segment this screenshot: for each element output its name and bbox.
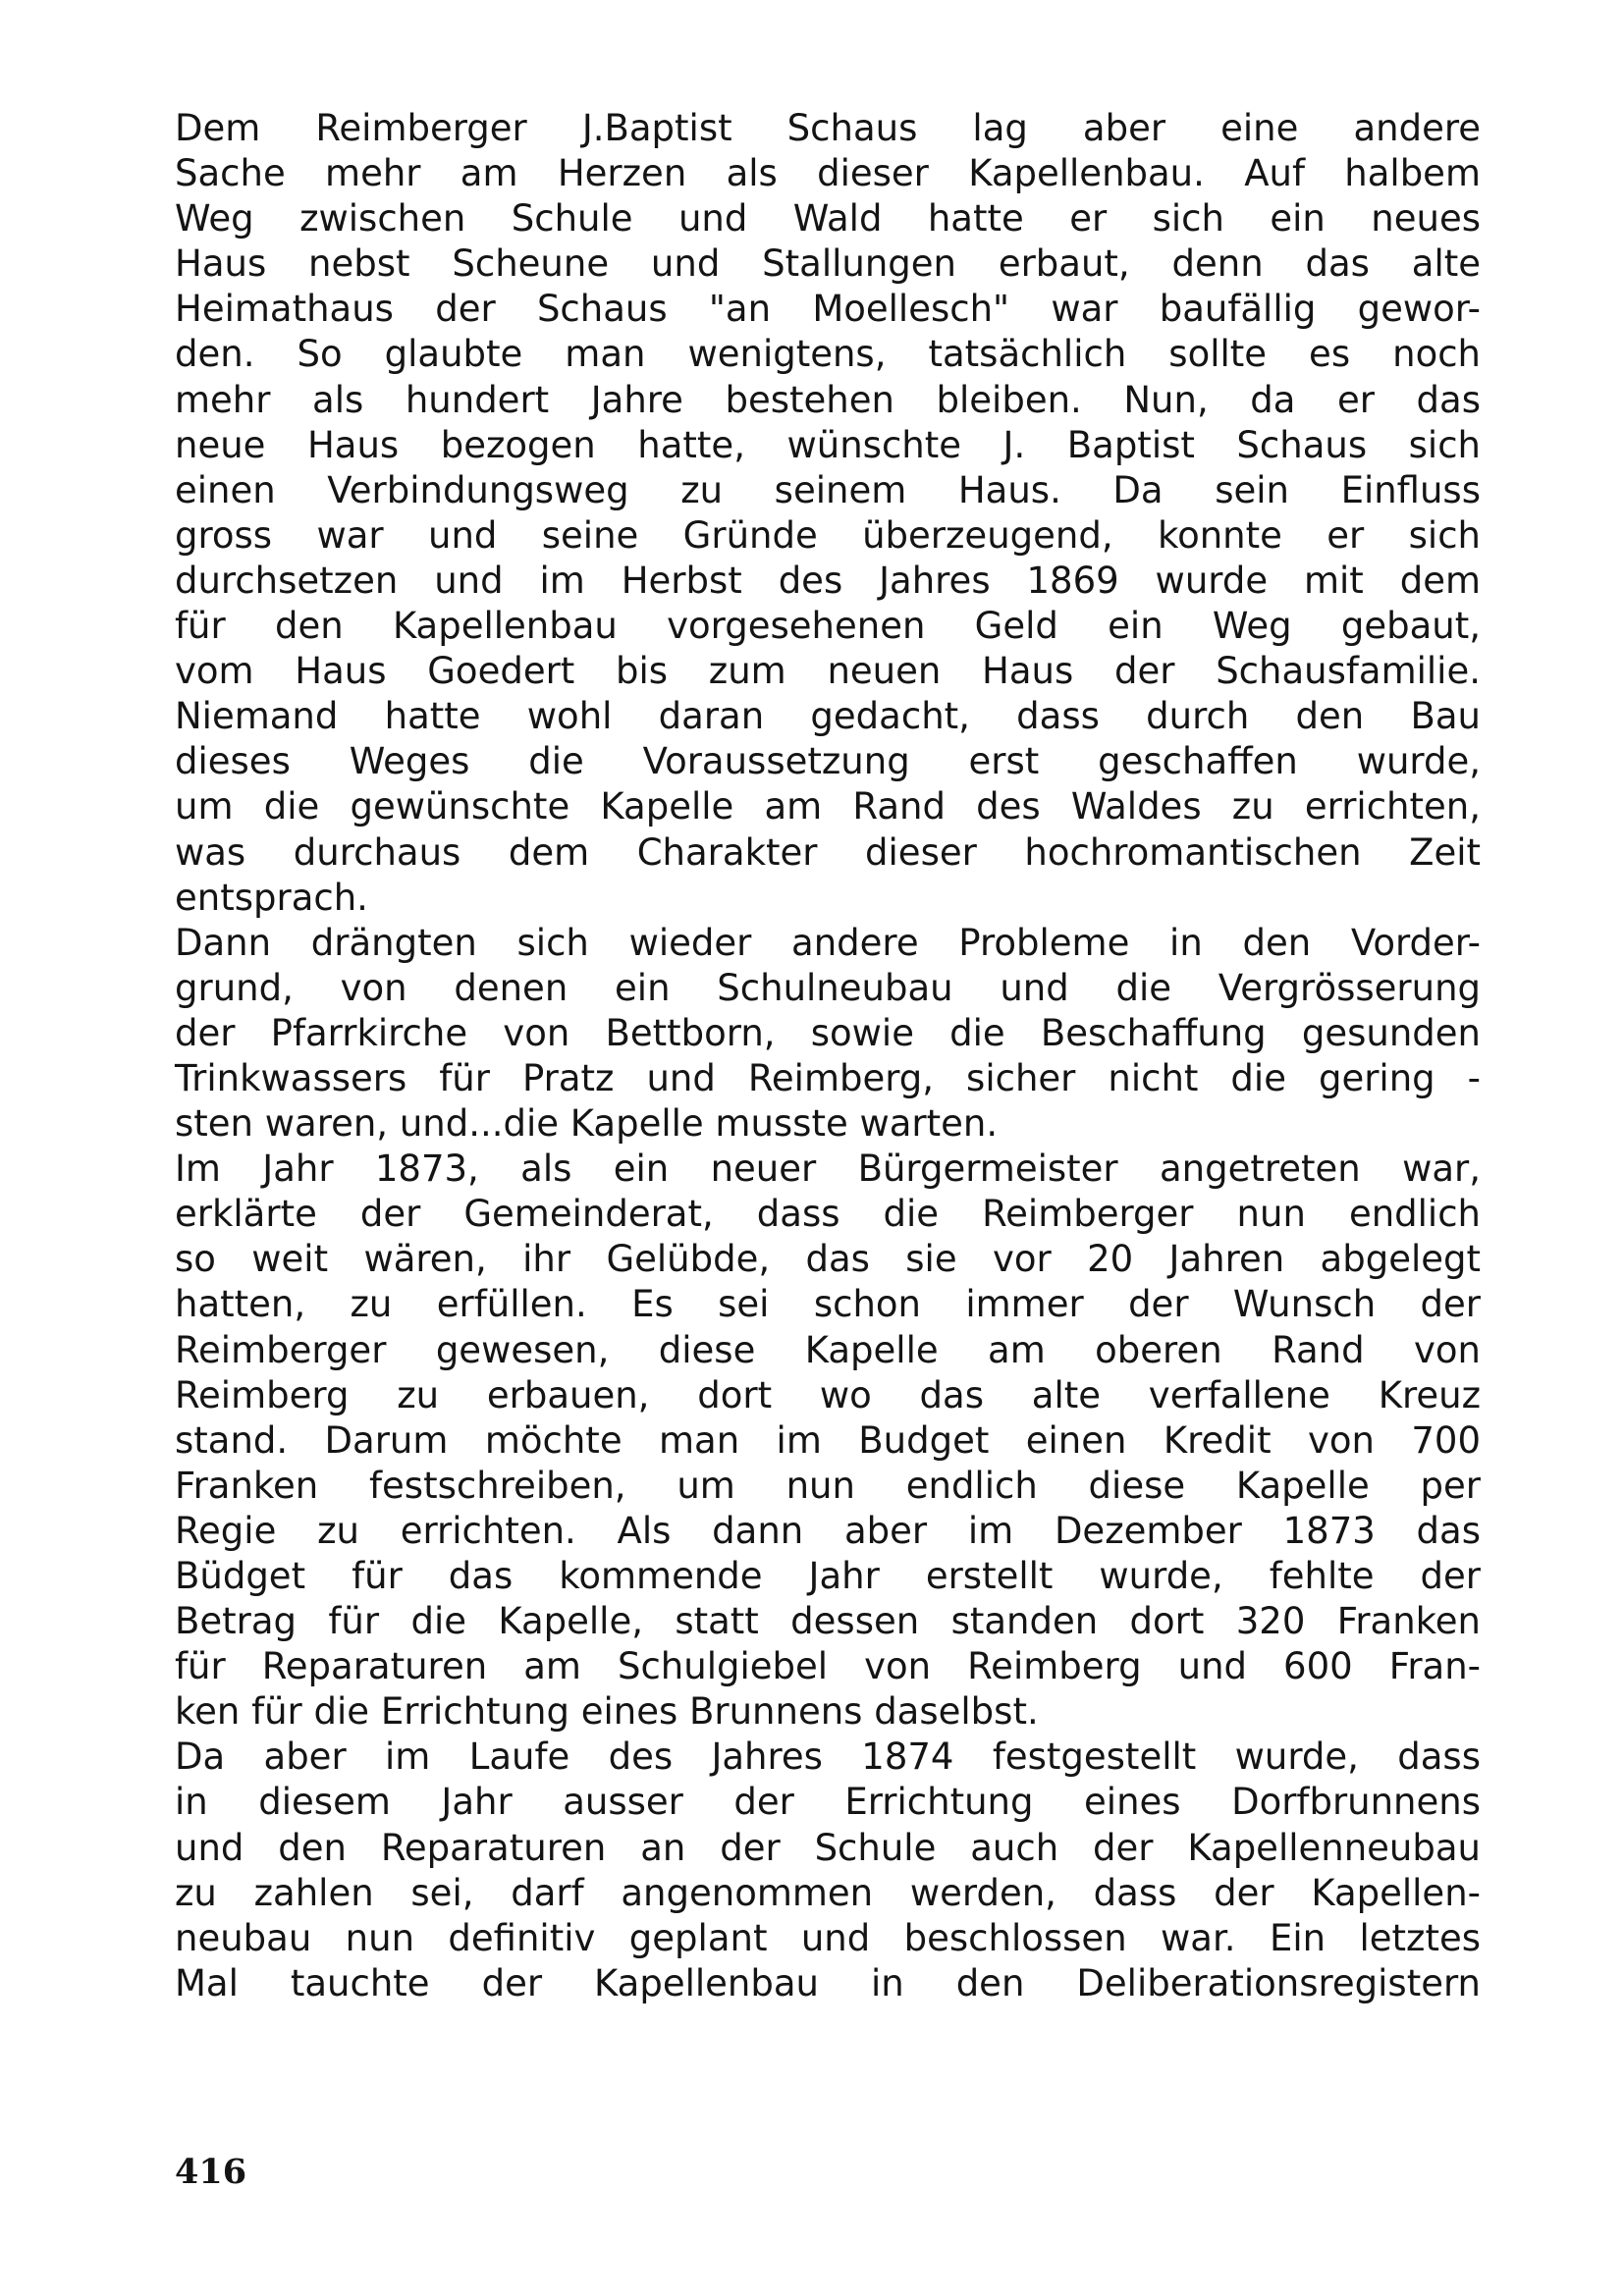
paragraph (175, 921, 1481, 1147)
text-line: vom Haus Goedert bis zum neuen Haus der Schausfamilie. (175, 650, 1481, 693)
paragraph (175, 1735, 1481, 2006)
text-line: einen Verbindungsweg zu seinem Haus. Da sein Einfluss (175, 468, 1481, 511)
text-line: Büdget für das kommende Jahr erstellt wurde, fehlte der (175, 1555, 1481, 1597)
text-line: Weg zwischen Schule und Wald hatte er sich ein neues (175, 197, 1481, 240)
text-line: Regie zu errichten. Als dann aber im Dezember 1873 das (175, 1509, 1481, 1552)
text-line: der Pfarrkirche von Bettborn, sowie die Beschaffung gesunden (175, 1011, 1481, 1054)
text-line: Sache mehr am Herzen als dieser Kapellenbau. Auf halbem (175, 152, 1481, 195)
text-line: was durchaus dem Charakter dieser hochromantischen Zeit (175, 830, 1481, 874)
text-line: stand. Darum möchte man im Budget einen Kredit von 700 (175, 1418, 1481, 1462)
text-line: entsprach. (175, 876, 368, 919)
page-body (175, 106, 1481, 2006)
text-line: ken für die Errichtung eines Brunnens daselbst. (175, 1690, 1039, 1734)
text-line: Reimberg zu erbauen, dort wo das alte verfallene Kreuz (175, 1373, 1481, 1416)
text-line: in diesem Jahr ausser der Errichtung eines Dorfbrunnens (175, 1781, 1481, 1824)
text-line: neubau nun definitiv geplant und beschlossen war. Ein letztes (175, 1916, 1481, 1959)
text-line: und den Reparaturen an der Schule auch der Kapellenneubau (175, 1826, 1481, 1869)
text-line: dieses Weges die Voraussetzung erst geschaffen wurde, (175, 740, 1481, 783)
text-line: mehr als hundert Jahre bestehen bleiben. Nun, da er das (175, 378, 1481, 421)
text-line: durchsetzen und im Herbst des Jahres 1869 wurde mit dem (175, 559, 1481, 602)
text-line: Heimathaus der Schaus "an Moellesch" war baufällig gewor- (175, 288, 1481, 331)
text-line: Betrag für die Kapelle, statt dessen standen dort 320 Franken (175, 1600, 1481, 1643)
text-line: erklärte der Gemeinderat, dass die Reimberger nun endlich (175, 1193, 1481, 1236)
text-line: gross war und seine Gründe überzeugend, konnte er sich (175, 513, 1481, 557)
text-line: hatten, zu erfüllen. Es sei schon immer der Wunsch der (175, 1283, 1481, 1326)
text-line: Mal tauchte der Kapellenbau in den Deliberationsregistern (175, 1961, 1481, 2004)
text-line: Niemand hatte wohl daran gedacht, dass durch den Bau (175, 695, 1481, 738)
text-line: Im Jahr 1873, als ein neuer Bürgermeister angetreten war, (175, 1148, 1481, 1191)
text-line: Da aber im Laufe des Jahres 1874 festgestellt wurde, dass (175, 1735, 1481, 1779)
text-line: Dann drängten sich wieder andere Probleme in den Vorder- (175, 921, 1481, 964)
paragraph (175, 1147, 1481, 1735)
text-line: den. So glaubte man wenigtens, tatsächlich sollte es noch (175, 333, 1481, 376)
text-line: Franken festschreiben, um nun endlich diese Kapelle per (175, 1464, 1481, 1507)
text-line: um die gewünschte Kapelle am Rand des Waldes zu errichten, (175, 785, 1481, 828)
text-line: neue Haus bezogen hatte, wünschte J. Baptist Schaus sich (175, 423, 1481, 466)
text-line: Dem Reimberger J.Baptist Schaus lag aber eine andere (175, 107, 1481, 149)
paragraph (175, 106, 1481, 921)
text-line: Reimberger gewesen, diese Kapelle am oberen Rand von (175, 1328, 1481, 1371)
text-line: für den Kapellenbau vorgesehenen Geld ein Weg gebaut, (175, 605, 1481, 648)
text-line: Haus nebst Scheune und Stallungen erbaut, denn das alte (175, 242, 1481, 286)
text-line: grund, von denen ein Schulneubau und die Vergrösserung (175, 966, 1481, 1009)
page-number: 416 (175, 2152, 247, 2192)
text-line: für Reparaturen am Schulgiebel von Reimberg und 600 Fran- (175, 1645, 1481, 1688)
text-line: zu zahlen sei, darf angenommen werden, dass der Kapellen- (175, 1871, 1481, 1914)
text-line: so weit wären, ihr Gelübde, das sie vor 20 Jahren abgelegt (175, 1238, 1481, 1281)
text-line: sten waren, und...die Kapelle musste warten. (175, 1102, 999, 1146)
text-line: Trinkwassers für Pratz und Reimberg, sicher nicht die gering - (175, 1056, 1481, 1099)
